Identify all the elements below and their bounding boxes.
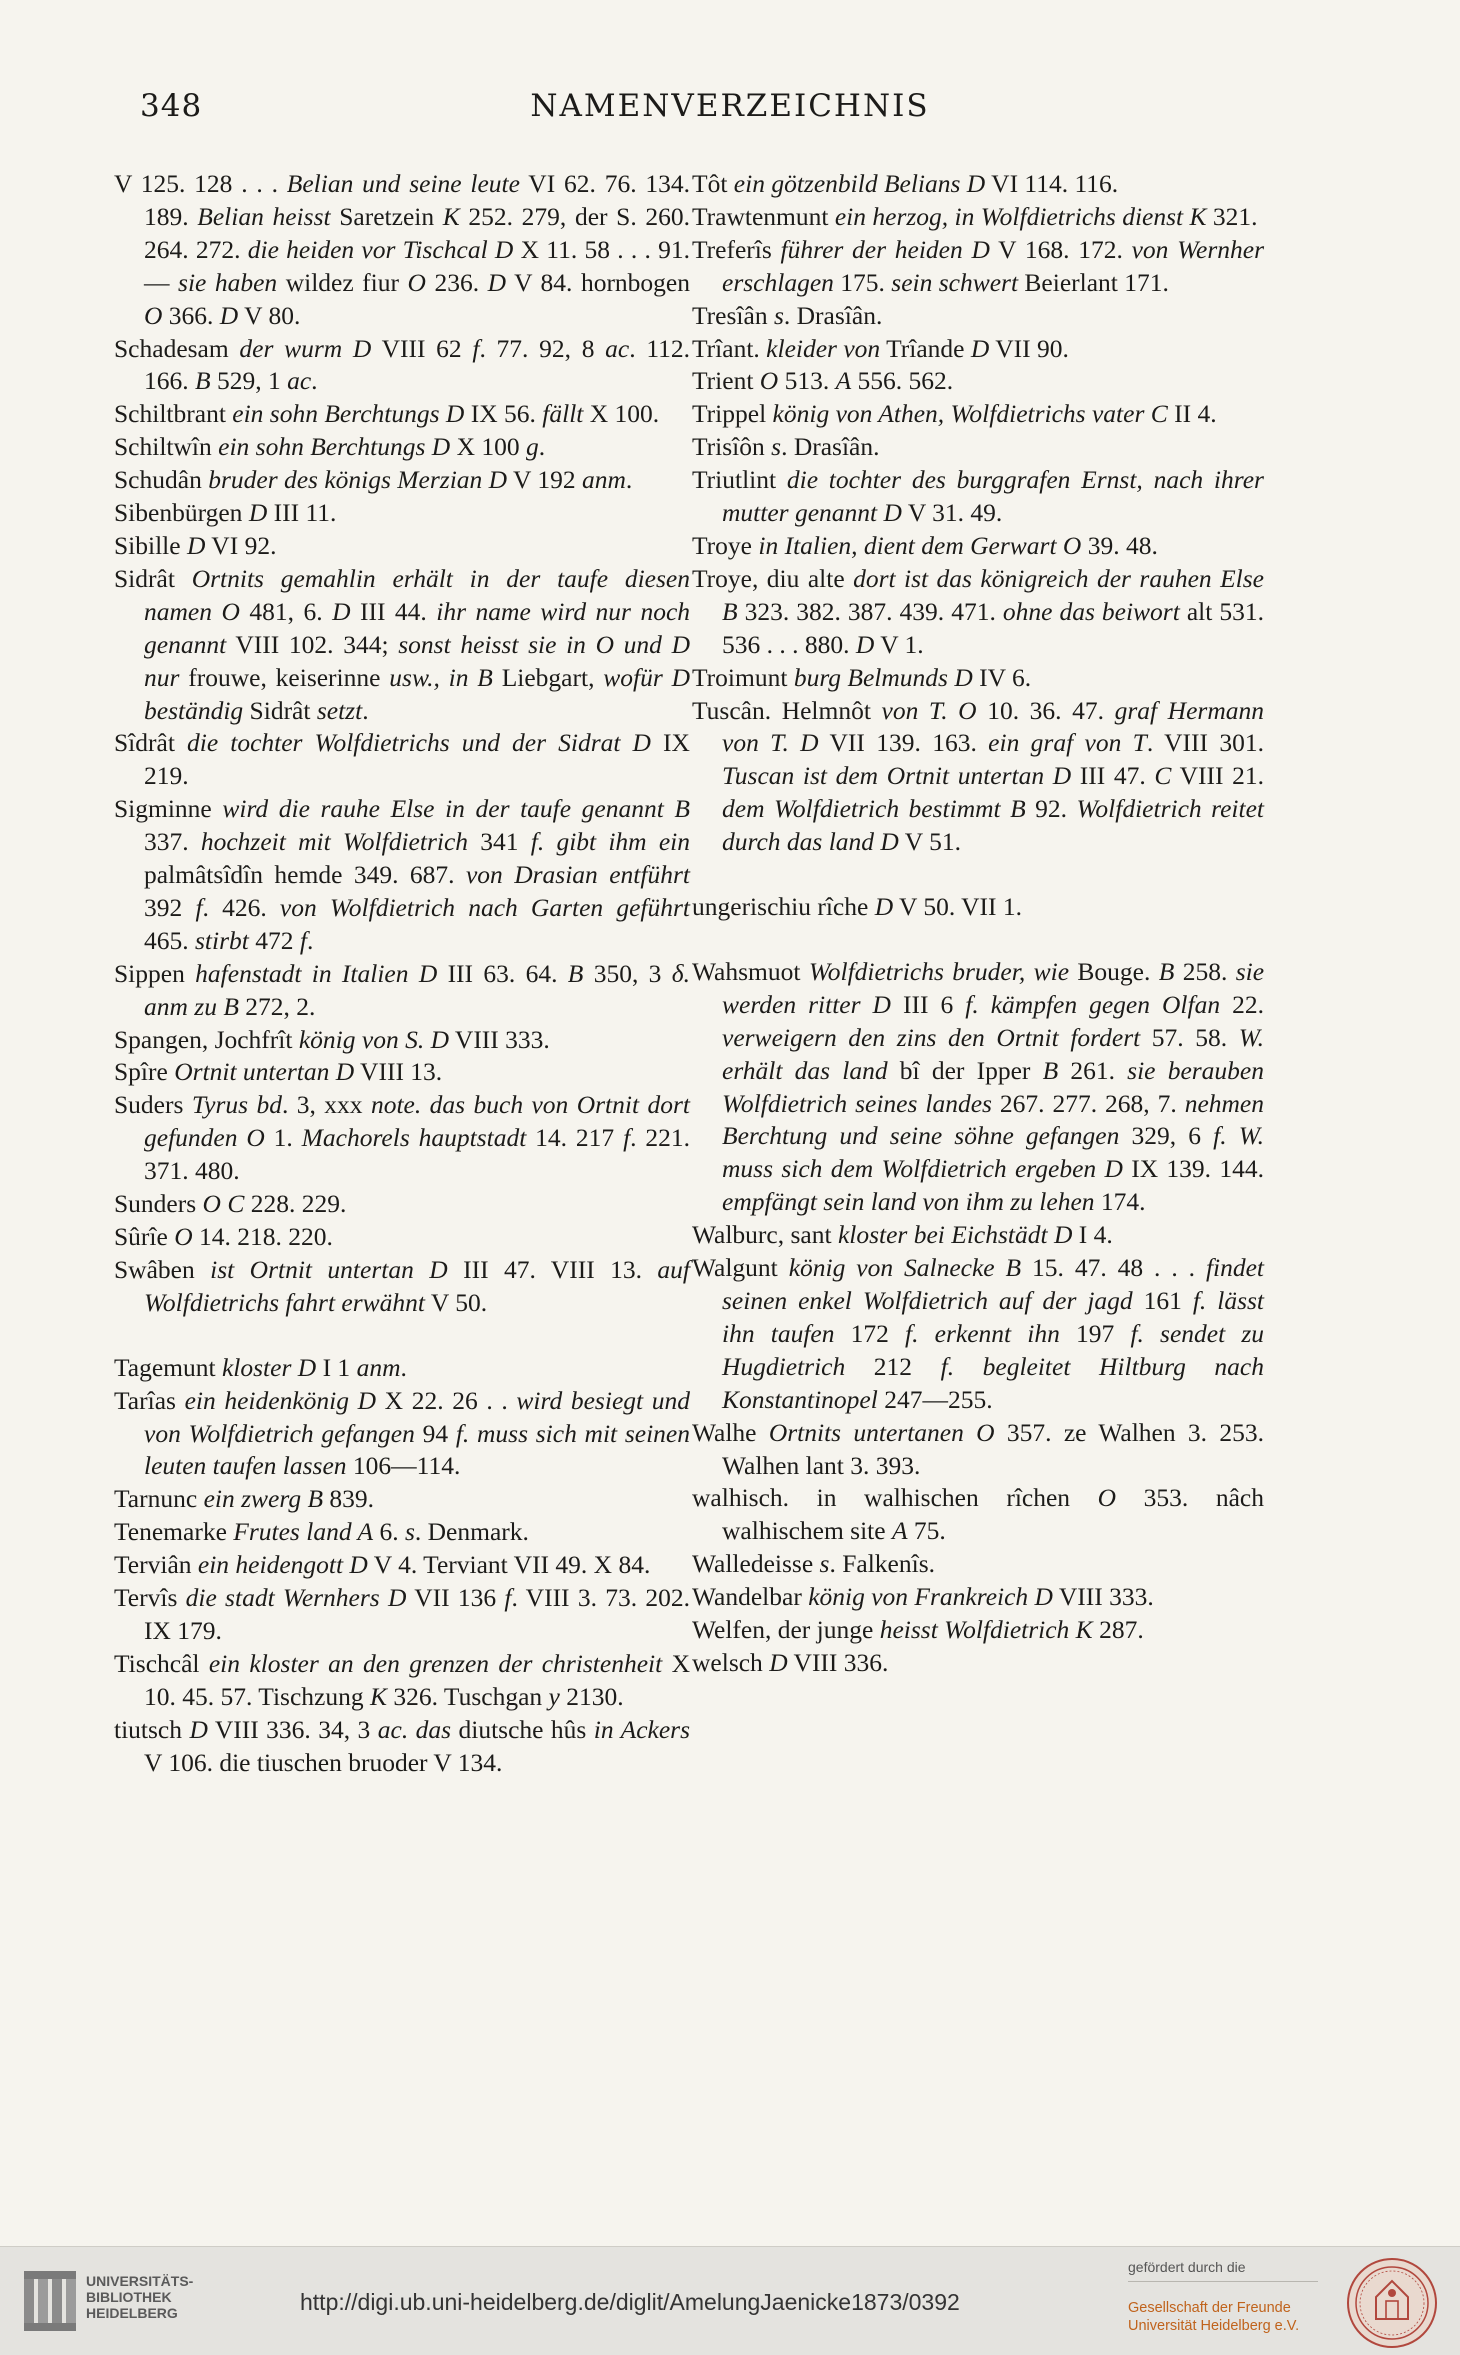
index-entry: Troimunt burg Belmunds D IV 6. <box>692 662 1032 692</box>
index-entry: Wahsmuot Wolfdietrichs bruder, wie Bouge. B 258. sie werden ritter D III 6 f. kämpfen gegen Olfan 22. verweigern den zins den Ortnit fordert 57. 58. W. erhält das land bî der Ipper B 261. sie berauben Wolfdietrich seines landes 267. 277. 268, 7. nehmen Berchtung und seine söhne gefangen 329, 6 f. W. muss sich dem Wolfdietrich ergeben D IX 139. 144. empfängt sein land von ihm zu lehen 174. <box>692 956 1265 1217</box>
index-entry: Terviân ein heidengott D V 4. Terviant VII 49. X 84. <box>114 1550 651 1580</box>
index-entry: Suders Tyrus bd. 3, xxx note. das buch von Ortnit dort gefunden O 1. Machorels hauptstadt 14. 217 f. 221. 371. 480. <box>114 1090 691 1186</box>
index-entry: Sippen hafenstadt in Italien D III 63. 64. B 350, 3 δ. anm zu B 272, 2. <box>114 958 690 1021</box>
index-entry: Walgunt könig von Salnecke B 15. 47. 48 . . . findet seinen enkel Wolfdietrich auf der jagd 161 f. lässt ihn taufen 172 f. erkennt ihn 197 f. sendet zu Hugdietrich 212 f. begleitet Hiltburg nach Konstantinopel 247—255. <box>692 1253 1265 1414</box>
index-entry: Treferîs führer der heiden D V 168. 172. von Wernher erschlagen 175. sein schwert Beierlant 171. <box>692 234 1264 297</box>
index-column-left <box>114 168 690 1780</box>
index-entry: Swâben ist Ortnit untertan D III 47. VIII 13. auf Wolfdietrichs fahrt erwähnt V 50. <box>114 1254 691 1317</box>
index-entry: Tôt ein götzenbild Belians D VI 114. 116. <box>692 169 1119 198</box>
index-entry: Sûrîe O 14. 218. 220. <box>114 1222 333 1251</box>
index-entry: Trient O 513. A 556. 562. <box>692 366 954 396</box>
index-entry: Tarîas ein heidenkönig D X 22. 26 . . wird besiegt und von Wolfdietrich gefangen 94 f. muss sich mit seinen leuten taufen lassen 106—114. <box>114 1385 690 1481</box>
index-entry: Trawtenmunt ein herzog, in Wolfdietrichs dienst K 321. <box>692 201 1258 231</box>
index-column-right <box>692 168 1264 1680</box>
sponsor-label: gefördert durch die <box>1128 2259 1246 2275</box>
index-entry: Spangen, Jochfrît könig von S. D VIII 333. <box>114 1024 550 1054</box>
sponsor-divider <box>1128 2281 1318 2282</box>
index-entry: Walhe Ortnits untertanen O 357. ze Walhen 3. 253. Walhen lant 3. 393. <box>692 1417 1264 1480</box>
index-entry: tiutsch D VIII 336. 34, 3 ac. das diutsche hûs in Ackers V 106. die tiuschen bruoder V 134. <box>114 1714 690 1777</box>
index-entry: Welfen, der junge heisst Wolfdietrich K 287. <box>692 1615 1144 1645</box>
index-entry: Troye in Italien, dient dem Gerwart O 39. 48. <box>692 530 1158 560</box>
index-entry: Schadesam der wurm D VIII 62 f. 77. 92, 8 ac. 112. 166. B 529, 1 ac. <box>114 333 691 396</box>
index-entry: Tuscân. Helmnôt von T. O 10. 36. 47. graf Hermann von T. D VII 139. 163. ein graf von T. VIII 301. Tuscan ist dem Ortnit untertan D III 47. C VIII 21. dem Wolfdietrich bestimmt B 92. Wolfdietrich reitet durch das land D V 51. <box>692 695 1265 857</box>
index-entry: Trisîôn s. Drasîân. <box>692 432 880 462</box>
index-entry: Wandelbar könig von Frankreich D VIII 333. <box>692 1582 1154 1612</box>
ub-heidelberg-logo-icon <box>20 2265 80 2337</box>
index-entry: Tarnunc ein zwerg B 839. <box>114 1484 375 1514</box>
index-entry: V 125. 128 . . . Belian und seine leute VI 62. 76. 134. 189. Belian heisst Saretzein K 252. 279, der S. 260. 264. 272. die heiden vor Tischcal D X 11. 58 . . . 91. — sie haben wildez fiur O 236. D V 84. hornbogen O 366. D V 80. <box>114 169 691 330</box>
index-entry: Triutlint die tochter des burggrafen Ernst, nach ihrer mutter genannt D V 31. 49. <box>692 465 1264 528</box>
index-entry: Walburc, sant kloster bei Eichstädt D I 4. <box>692 1220 1113 1250</box>
index-entry: Sîdrât die tochter Wolfdietrichs und der Sidrat D IX 219. <box>114 728 690 791</box>
index-entry: Sigminne wird die rauhe Else in der taufe genannt B 337. hochzeit mit Wolfdietrich 341 f. gibt ihm ein palmâtsîdîn hemde 349. 687. von Drasian entführt 392 f. 426. von Wolfdietrich nach Garten geführt 465. stirbt 472 f. <box>114 794 691 955</box>
index-entry: Schudân bruder des königs Merzian D V 192 anm. <box>114 465 633 495</box>
index-entry: Trippel könig von Athen, Wolfdietrichs vater C II 4. <box>692 399 1217 429</box>
index-entry: Tresîân s. Drasîân. <box>692 300 883 330</box>
index-entry: Tagemunt kloster D I 1 anm. <box>114 1352 407 1382</box>
index-entry: walhisch. in walhischen rîchen O 353. nâch walhischem site A 75. <box>692 1483 1265 1546</box>
index-entry: welsch D VIII 336. <box>692 1647 889 1677</box>
page-number: 348 <box>140 88 203 124</box>
index-entry: Sidrât Ortnits gemahlin erhält in der taufe diesen namen O 481, 6. D III 44. ihr name wird nur noch genannt VIII 102. 344; sonst heisst sie in O und D nur frouwe, keiserinne usw., in B Liebgart, wofür D beständig Sidrât setzt. <box>114 563 691 725</box>
index-entry: Spîre Ortnit untertan D VIII 13. <box>114 1057 443 1087</box>
index-entry: Troye, diu alte dort ist das königreich der rauhen Else B 323. 382. 387. 439. 471. ohne das beiwort alt 531. 536 . . . 880. D V 1. <box>692 563 1264 659</box>
index-entry: Schiltbrant ein sohn Berchtungs D IX 56. fällt X 100. <box>114 399 660 429</box>
index-entry: Trîant. kleider von Trîande D VII 90. <box>692 333 1069 363</box>
digital-copy-link[interactable]: http://digi.ub.uni-heidelberg.de/diglit/AmelungJaenicke1873/0392 <box>300 2289 960 2315</box>
index-entry: Tervîs die stadt Wernhers D VII 136 f. VIII 3. 73. 202. IX 179. <box>114 1583 690 1645</box>
index-entry: Tenemarke Frutes land A 6. s. Denmark. <box>114 1517 529 1547</box>
index-entry: ungerischiu rîche D V 50. VII 1. <box>692 892 1023 922</box>
index-entry: Sunders O C 228. 229. <box>114 1189 347 1219</box>
university-seal-icon <box>1346 2257 1438 2349</box>
running-title: NAMENVERZEICHNIS <box>530 88 930 124</box>
sponsor-name: Gesellschaft der Freunde Universität Heidelberg e.V. <box>1128 2300 1300 2334</box>
university-library-name: UNIVERSITÄTS- BIBLIOTHEK HEIDELBERG <box>86 2273 194 2321</box>
index-entry: Tischcâl ein kloster an den grenzen der christenheit X 10. 45. 57. Tischzung K 326. Tuschgan y 2130. <box>114 1648 690 1711</box>
index-entry: Sibenbürgen D III 11. <box>114 498 337 528</box>
index-entry: Walledeisse s. Falkenîs. <box>692 1549 936 1579</box>
index-entry: Sibille D VI 92. <box>114 530 277 560</box>
index-entry: Schiltwîn ein sohn Berchtungs D X 100 g. <box>114 432 546 462</box>
footer-bar <box>0 2246 1460 2355</box>
